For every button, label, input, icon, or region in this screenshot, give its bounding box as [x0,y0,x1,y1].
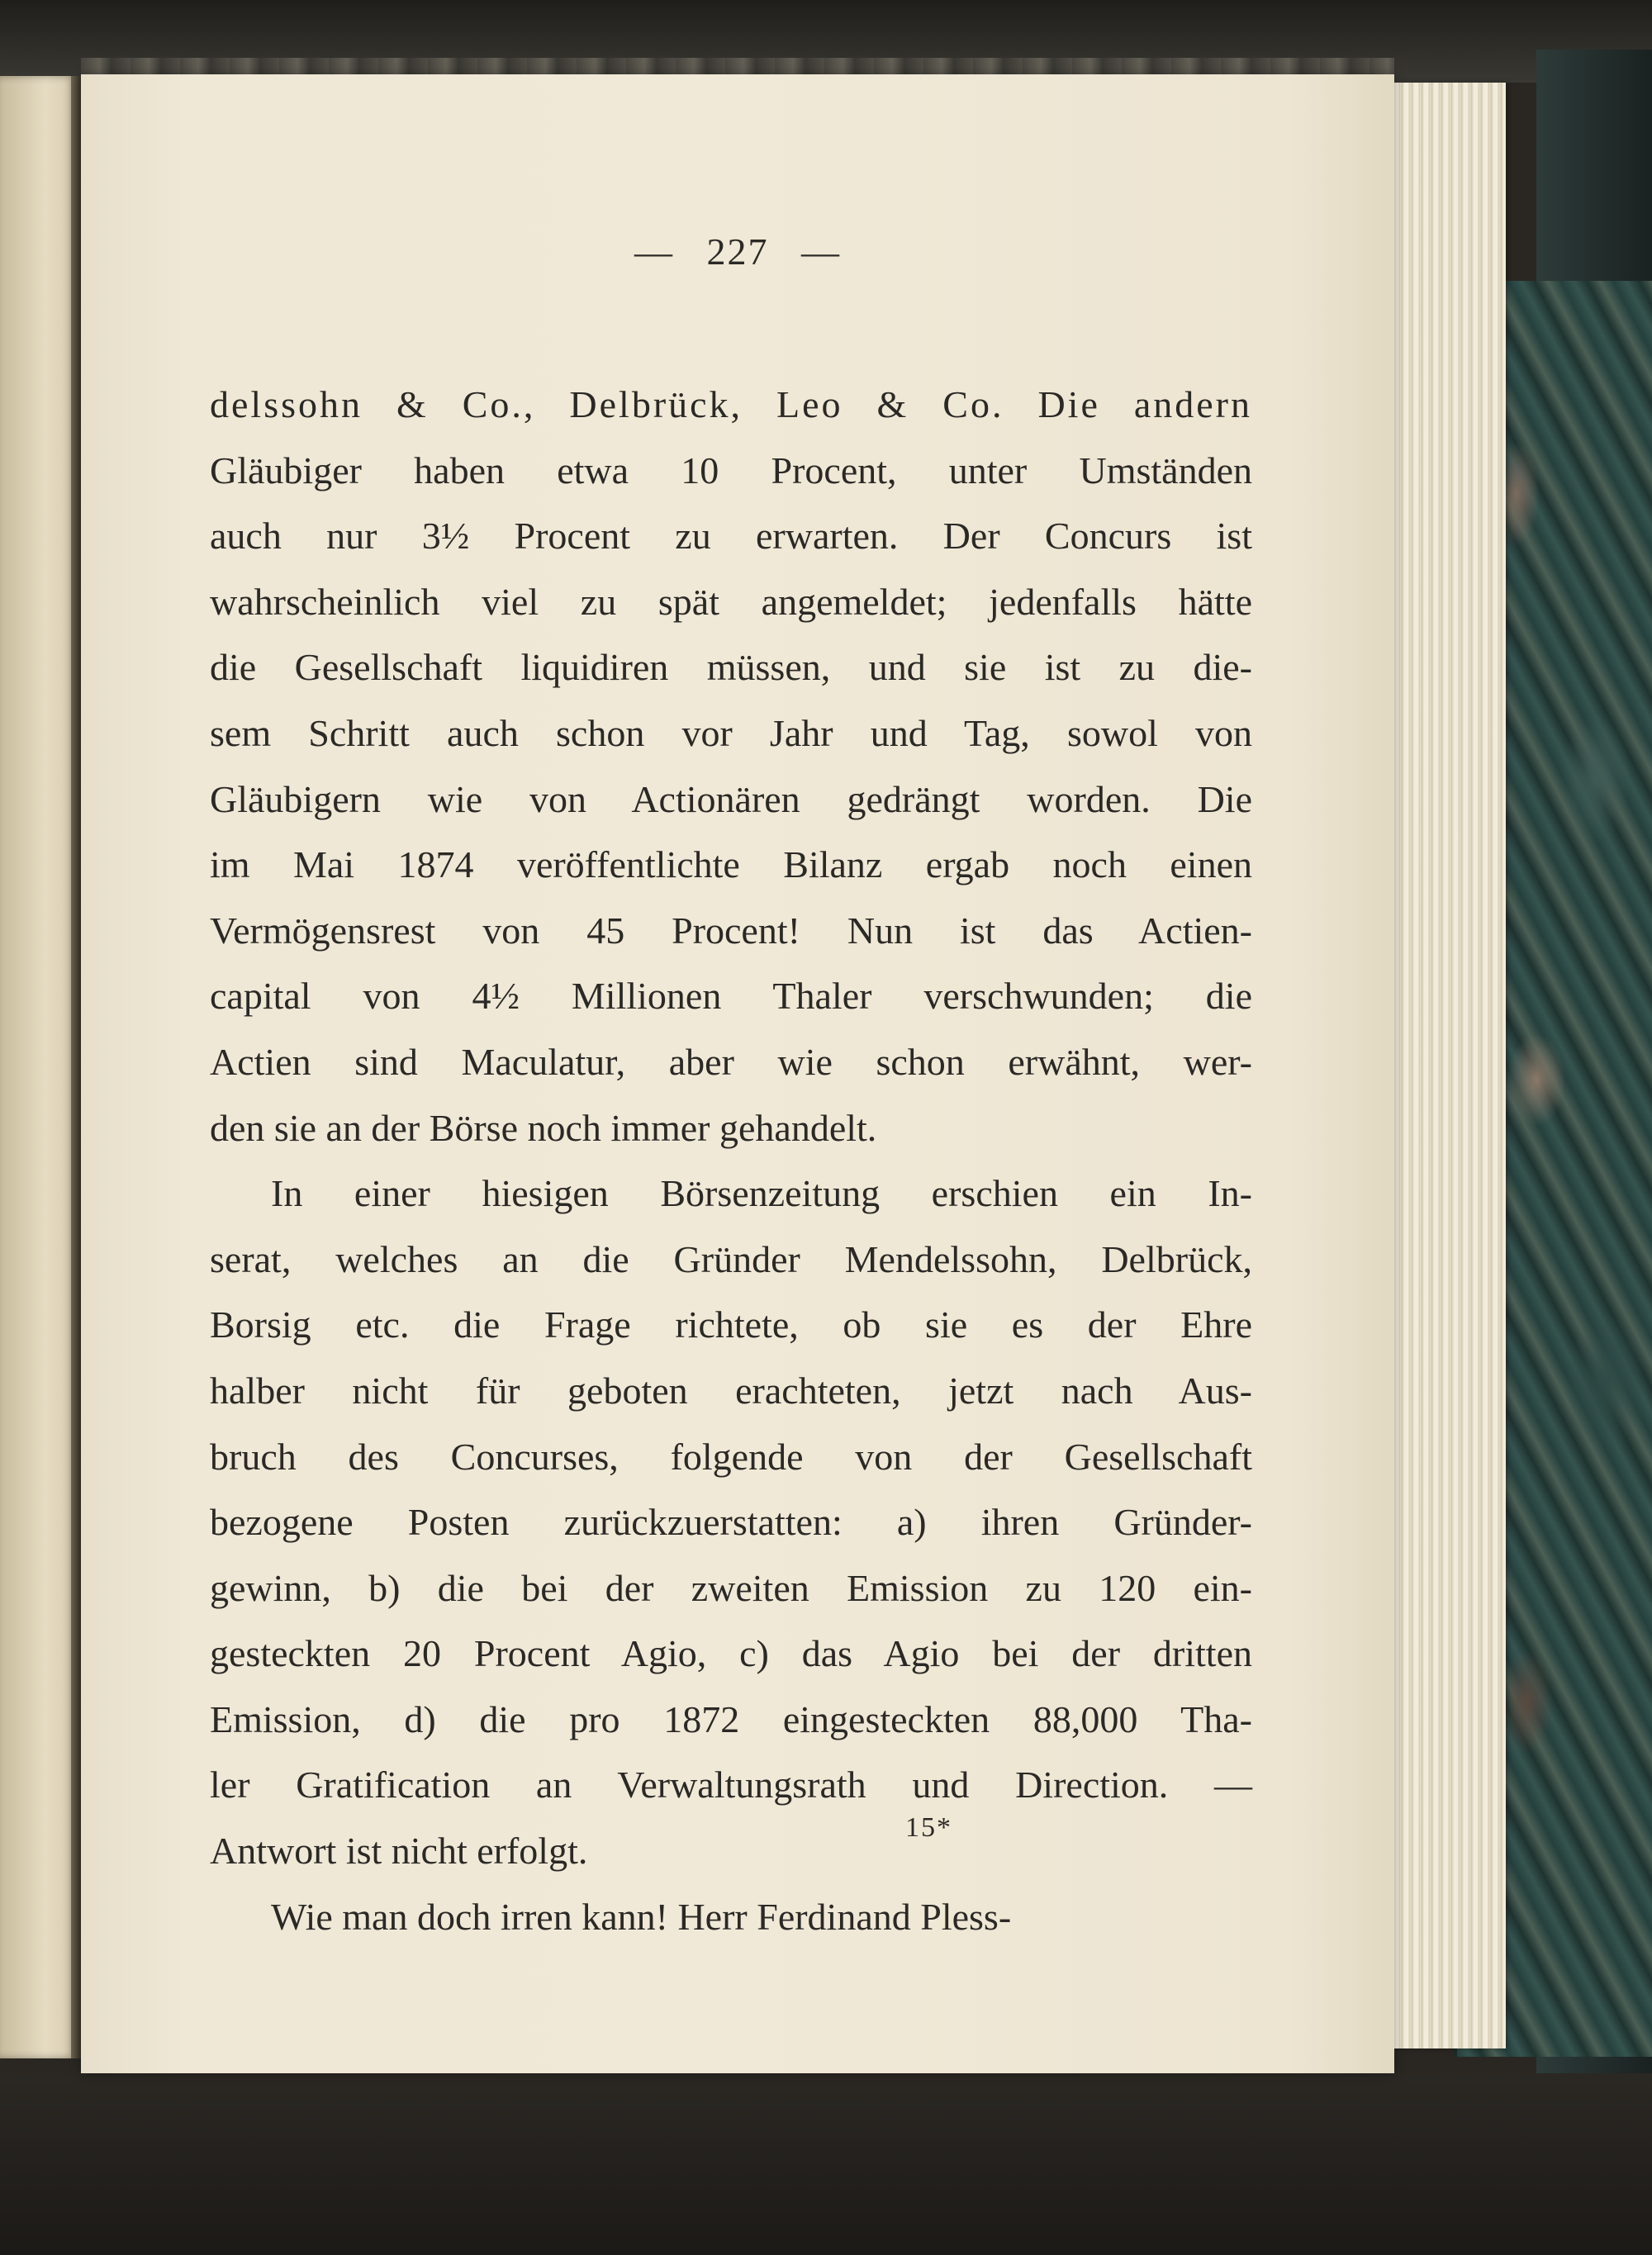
text-line-15: Borsig etc. die Frage richtete, ob sie es der Ehre [210,1303,1252,1346]
signature-mark: 15* [905,1812,952,1843]
text-line-20: gesteckten 20 Procent Agio, c) das Agio bei der dritten [210,1632,1252,1675]
text-line-12: den sie an der Börse noch immer gehandelt. [210,1106,877,1149]
text-line-5: die Gesellschaft liquidiren müssen, und sie ist zu die- [210,646,1252,689]
text-line-22: ler Gratification an Verwaltungsrath und Direction. — [210,1764,1252,1806]
text-line-16: halber nicht für geboten erachteten, jetzt nach Aus- [210,1369,1252,1412]
body-text [210,372,1252,1949]
text-line-11: Actien sind Maculatur, aber wie schon erwähnt, wer- [210,1040,1252,1083]
text-line-9: Vermögensrest von 45 Procent! Nun ist das Actien- [210,909,1252,952]
left-page-edge [0,76,76,2058]
text-line-18: bezogene Posten zurückzuerstatten: a) ihren Gründer- [210,1501,1252,1544]
page-edges-stack [1394,83,1506,2048]
book-page [81,74,1394,2073]
text-line-1: delssohn & Co., Delbrück, Leo & Co. Die andern [210,383,1252,425]
text-line-4: wahrscheinlich viel zu spät angemeldet; jedenfalls hätte [210,580,1252,623]
text-line-7: Gläubigern wie von Actionären gedrängt worden. Die [210,777,1252,820]
text-line-10: capital von 4½ Millionen Thaler verschwunden; die [210,975,1252,1018]
text-line-19: gewinn, b) die bei der zweiten Emission zu 120 ein- [210,1566,1252,1609]
text-line-2: Gläubiger haben etwa 10 Procent, unter Umständen [210,449,1252,491]
page-number-header: — 227 — [634,230,841,273]
text-line-6: sem Schritt auch schon vor Jahr und Tag, sowol von [210,711,1252,754]
text-line-8: im Mai 1874 veröffentlichte Bilanz ergab noch einen [210,843,1252,886]
text-line-14: serat, welches an die Gründer Mendelssohn, Delbrück, [210,1237,1252,1280]
text-line-24: Wie man doch irren kann! Herr Ferdinand Pless- [271,1895,1012,1938]
text-line-17: bruch des Concurses, folgende von der Gesellschaft [210,1435,1252,1478]
text-line-21: Emission, d) die pro 1872 eingesteckten 88,000 Tha- [210,1697,1252,1740]
text-line-13: In einer hiesigen Börsenzeitung erschien ein In- [271,1172,1252,1215]
background-bottom [0,2073,1652,2255]
text-line-3: auch nur 3½ Procent zu erwarten. Der Concurs ist [210,515,1252,558]
text-line-23: Antwort ist nicht erfolgt. [210,1830,588,1873]
